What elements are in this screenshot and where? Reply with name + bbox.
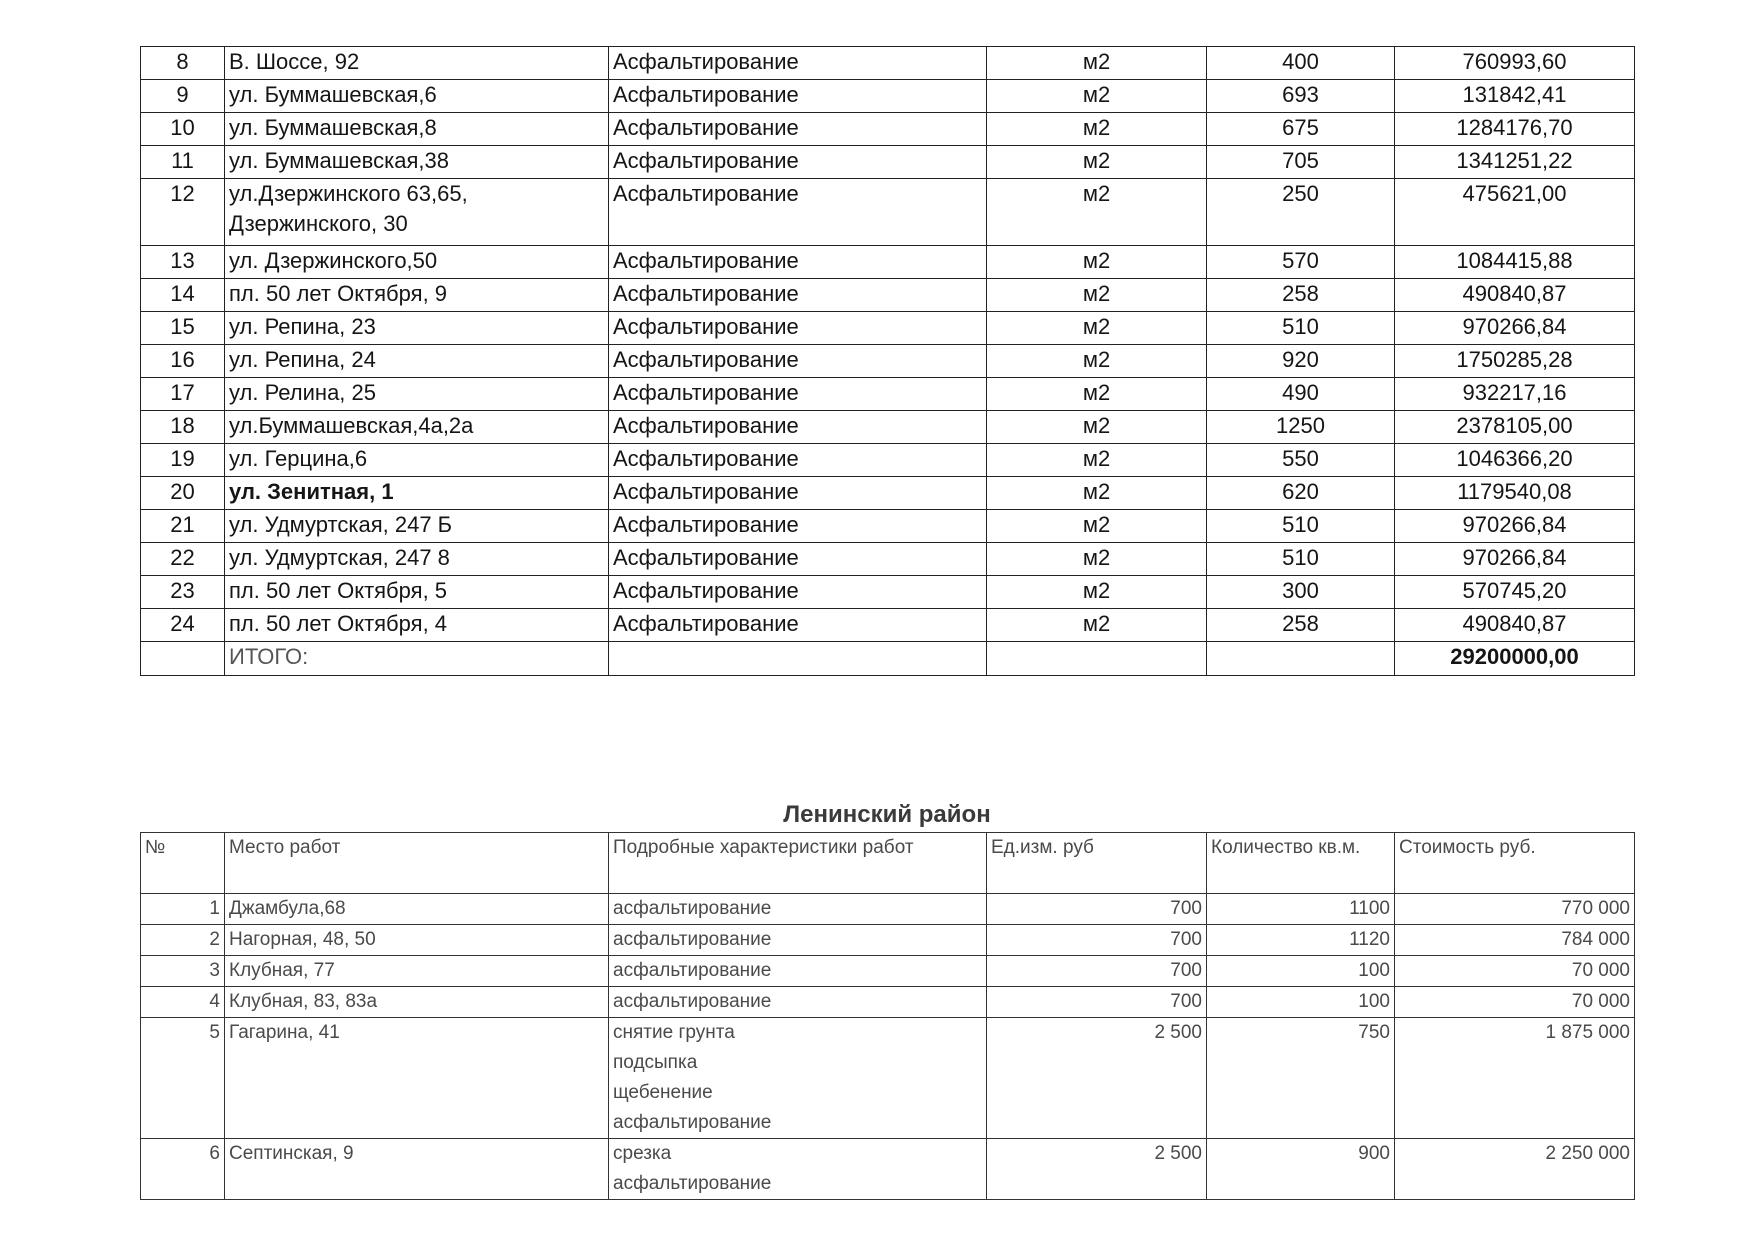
table-row [141,956,1635,987]
row-cost: 70 000 [1395,987,1635,1018]
row-qty: 693 [1207,80,1395,113]
row-unit: м2 [987,146,1207,179]
row-qty: 550 [1207,444,1395,477]
row-number: 4 [141,987,225,1018]
row-cost: 131842,41 [1395,80,1635,113]
table-row [141,543,1635,576]
row-place: Джамбула,68 [225,894,609,925]
row-work: Асфальтирование [609,477,987,510]
row-qty: 258 [1207,609,1395,642]
row-address: ул. Буммашевская,38 [225,146,609,179]
row-work: Асфальтирование [609,510,987,543]
row-work: Асфальтирование [609,543,987,576]
row-place: Нагорная, 48, 50 [225,925,609,956]
row-cost: 932217,16 [1395,378,1635,411]
row-qty: 1120 [1207,925,1395,956]
row-cost: 770 000 [1395,894,1635,925]
row-work: Асфальтирование [609,246,987,279]
table-row [141,345,1635,378]
detail-line: асфальтирование [613,898,772,919]
row-work: Асфальтирование [609,47,987,80]
row-qty: 750 [1207,1018,1395,1139]
row-unit: м2 [987,179,1207,246]
row-unit-price: 2 500 [987,1139,1207,1200]
row-number: 20 [141,477,225,510]
table-row [141,179,1635,246]
row-work: Асфальтирование [609,113,987,146]
row-number: 5 [141,1018,225,1139]
row-qty: 400 [1207,47,1395,80]
row-work: Асфальтирование [609,609,987,642]
row-cost: 1046366,20 [1395,444,1635,477]
row-cost: 1284176,70 [1395,113,1635,146]
table-row [141,510,1635,543]
table-row [141,444,1635,477]
row-unit: м2 [987,312,1207,345]
row-cost: 2 250 000 [1395,1139,1635,1200]
row-cost: 570745,20 [1395,576,1635,609]
row-qty: 620 [1207,477,1395,510]
table-row [141,378,1635,411]
row-work: Асфальтирование [609,179,987,246]
row-details [609,987,987,1018]
row-number: 14 [141,279,225,312]
row-qty: 1100 [1207,894,1395,925]
row-work: Асфальтирование [609,312,987,345]
row-qty: 100 [1207,987,1395,1018]
table-row [141,411,1635,444]
detail-line: подсыпка [613,1052,698,1073]
row-qty: 510 [1207,543,1395,576]
row-cost: 490840,87 [1395,279,1635,312]
row-unit: м2 [987,113,1207,146]
row-number: 12 [141,179,225,246]
row-address: пл. 50 лет Октября, 5 [225,576,609,609]
header-qty: Количество кв.м. [1207,833,1395,894]
table-row [141,312,1635,345]
row-unit-price: 700 [987,987,1207,1018]
row-number: 10 [141,113,225,146]
row-qty: 258 [1207,279,1395,312]
row-work: Асфальтирование [609,378,987,411]
total-empty-work [609,642,987,676]
row-address: ул. Герцина,6 [225,444,609,477]
row-qty: 570 [1207,246,1395,279]
row-cost: 970266,84 [1395,543,1635,576]
row-qty: 675 [1207,113,1395,146]
row-address: ул. Буммашевская,6 [225,80,609,113]
total-empty-num [141,642,225,676]
detail-line: асфальтирование [613,1173,772,1194]
row-cost: 970266,84 [1395,510,1635,543]
row-number: 15 [141,312,225,345]
row-details [609,894,987,925]
row-unit: м2 [987,378,1207,411]
row-cost: 970266,84 [1395,312,1635,345]
table-row [141,80,1635,113]
row-address: ул. Удмуртская, 247 Б [225,510,609,543]
row-number: 13 [141,246,225,279]
row-cost: 490840,87 [1395,609,1635,642]
header-details: Подробные характеристики работ [609,833,987,894]
header-cost: Стоимость руб. [1395,833,1635,894]
row-work: Асфальтирование [609,345,987,378]
total-cost: 29200000,00 [1395,642,1635,676]
row-number: 3 [141,956,225,987]
header-num: № [141,833,225,894]
table-row [141,113,1635,146]
row-details [609,1018,987,1139]
row-address: ул. Зенитная, 1 [225,477,609,510]
row-unit: м2 [987,477,1207,510]
row-qty: 510 [1207,510,1395,543]
row-cost: 70 000 [1395,956,1635,987]
row-number: 11 [141,146,225,179]
detail-line: щебенение [613,1082,713,1103]
asphalt-works-table-continued [140,46,1635,676]
row-unit-price: 700 [987,925,1207,956]
total-row [141,642,1635,676]
table1-body [141,47,1635,676]
table-row [141,47,1635,80]
table-row [141,925,1635,956]
row-address: ул. Репина, 24 [225,345,609,378]
row-unit: м2 [987,345,1207,378]
table-row [141,279,1635,312]
district-title: Ленинский район [783,801,991,828]
header-place: Место работ [225,833,609,894]
row-details [609,956,987,987]
row-cost: 784 000 [1395,925,1635,956]
row-unit-price: 700 [987,894,1207,925]
table-row [141,1139,1635,1200]
table-row [141,1018,1635,1139]
row-number: 8 [141,47,225,80]
row-number: 18 [141,411,225,444]
row-number: 1 [141,894,225,925]
row-work: Асфальтирование [609,80,987,113]
row-address: ул.Дзержинского 63,65, Дзержинского, 30 [225,179,609,246]
row-unit: м2 [987,47,1207,80]
row-unit-price: 2 500 [987,1018,1207,1139]
row-work: Асфальтирование [609,146,987,179]
row-number: 19 [141,444,225,477]
row-cost: 1 875 000 [1395,1018,1635,1139]
table2-body [141,894,1635,1200]
table-row [141,609,1635,642]
total-empty-unit [987,642,1207,676]
row-work: Асфальтирование [609,576,987,609]
row-cost: 1084415,88 [1395,246,1635,279]
row-work: Асфальтирование [609,279,987,312]
table2-header [141,833,1635,894]
table-row [141,576,1635,609]
detail-line: снятие грунта [613,1022,735,1043]
total-empty-qty [1207,642,1395,676]
row-qty: 300 [1207,576,1395,609]
row-number: 2 [141,925,225,956]
row-work: Асфальтирование [609,444,987,477]
row-qty: 100 [1207,956,1395,987]
row-place: Септинская, 9 [225,1139,609,1200]
row-address: ул.Буммашевская,4а,2а [225,411,609,444]
table-row [141,246,1635,279]
detail-line: асфальтирование [613,991,772,1012]
row-unit: м2 [987,279,1207,312]
row-address: ул. Дзержинского,50 [225,246,609,279]
detail-line: асфальтирование [613,960,772,981]
row-place: Гагарина, 41 [225,1018,609,1139]
table-row [141,987,1635,1018]
table-row [141,477,1635,510]
row-unit: м2 [987,543,1207,576]
row-cost: 475621,00 [1395,179,1635,246]
row-address: ул. Релина, 25 [225,378,609,411]
row-qty: 490 [1207,378,1395,411]
table-row [141,894,1635,925]
row-number: 17 [141,378,225,411]
row-address: В. Шоссе, 92 [225,47,609,80]
header-row [141,833,1635,894]
row-number: 23 [141,576,225,609]
row-qty: 510 [1207,312,1395,345]
row-qty: 250 [1207,179,1395,246]
row-qty: 705 [1207,146,1395,179]
header-unit: Ед.изм. руб [987,833,1207,894]
row-work: Асфальтирование [609,411,987,444]
row-address: ул. Репина, 23 [225,312,609,345]
row-unit: м2 [987,609,1207,642]
row-number: 16 [141,345,225,378]
row-number: 6 [141,1139,225,1200]
row-cost: 2378105,00 [1395,411,1635,444]
row-unit-price: 700 [987,956,1207,987]
row-address: ул. Удмуртская, 247 8 [225,543,609,576]
row-cost: 1341251,22 [1395,146,1635,179]
row-unit: м2 [987,411,1207,444]
detail-line: асфальтирование [613,1112,772,1133]
row-details [609,1139,987,1200]
row-address: ул. Буммашевская,8 [225,113,609,146]
row-unit: м2 [987,80,1207,113]
detail-line: асфальтирование [613,929,772,950]
row-unit: м2 [987,510,1207,543]
total-label: ИТОГО: [225,642,609,676]
row-unit: м2 [987,246,1207,279]
detail-line: срезка [613,1143,672,1164]
row-details [609,925,987,956]
row-address: пл. 50 лет Октября, 4 [225,609,609,642]
row-number: 22 [141,543,225,576]
row-address: пл. 50 лет Октября, 9 [225,279,609,312]
row-unit: м2 [987,576,1207,609]
row-place: Клубная, 77 [225,956,609,987]
row-qty: 920 [1207,345,1395,378]
table-row [141,146,1635,179]
row-cost: 760993,60 [1395,47,1635,80]
row-cost: 1179540,08 [1395,477,1635,510]
district-works-table [140,832,1635,1200]
row-number: 24 [141,609,225,642]
row-cost: 1750285,28 [1395,345,1635,378]
row-unit: м2 [987,444,1207,477]
row-qty: 900 [1207,1139,1395,1200]
row-place: Клубная, 83, 83а [225,987,609,1018]
row-qty: 1250 [1207,411,1395,444]
row-number: 9 [141,80,225,113]
row-number: 21 [141,510,225,543]
